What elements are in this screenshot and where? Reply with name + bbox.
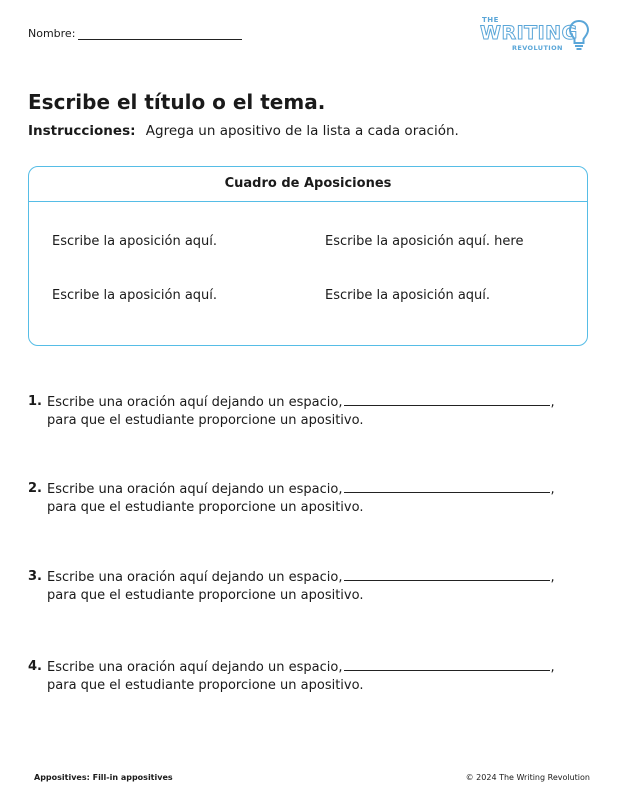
sentence-text-2: para que el estudiante proporcione un apositivo. bbox=[47, 678, 364, 693]
instructions-text: Agrega un apositivo de la lista a cada oración. bbox=[145, 123, 459, 139]
instructions bbox=[28, 123, 459, 139]
appositive-item: Escribe la aposición aquí. bbox=[325, 288, 491, 303]
appositive-item: Escribe la aposición aquí. bbox=[52, 234, 218, 249]
sentence-text: Escribe una oración aquí dejando un espacio, bbox=[47, 570, 343, 585]
name-row bbox=[28, 27, 242, 40]
name-field-line[interactable] bbox=[78, 27, 242, 40]
appositive-box-heading: Cuadro de Aposiciones bbox=[29, 167, 587, 202]
sentence-number: 1. bbox=[28, 394, 42, 409]
writing-revolution-logo bbox=[480, 17, 592, 55]
lightbulb-icon bbox=[568, 19, 590, 53]
appositive-item: Escribe la aposición aquí. bbox=[52, 288, 218, 303]
footer-right: © 2024 The Writing Revolution bbox=[465, 773, 590, 782]
sentence-text: Escribe una oración aquí dejando un espacio, bbox=[47, 482, 343, 497]
appositive-box bbox=[28, 166, 588, 346]
sentence-text: Escribe una oración aquí dejando un espacio, bbox=[47, 660, 343, 675]
footer-left: Appositives: Fill-in appositives bbox=[34, 773, 173, 782]
instructions-label: Instrucciones: bbox=[28, 123, 136, 139]
sentence-number: 3. bbox=[28, 569, 42, 584]
sentence-text-2: para que el estudiante proporcione un apositivo. bbox=[47, 588, 364, 603]
answer-blank[interactable] bbox=[344, 657, 550, 671]
answer-blank[interactable] bbox=[344, 392, 550, 406]
sentence-number: 4. bbox=[28, 659, 42, 674]
logo-the: THE bbox=[482, 16, 499, 24]
name-label: Nombre: bbox=[28, 27, 76, 40]
logo-revolution: REVOLUTION bbox=[512, 44, 563, 52]
sentence-number: 2. bbox=[28, 481, 42, 496]
sentence-text: Escribe una oración aquí dejando un espacio, bbox=[47, 395, 343, 410]
answer-blank[interactable] bbox=[344, 479, 550, 493]
logo-writing: WRITING bbox=[480, 22, 578, 44]
appositive-item: Escribe la aposición aquí. here bbox=[325, 234, 524, 249]
sentence-text-2: para que el estudiante proporcione un apositivo. bbox=[47, 500, 364, 515]
answer-blank[interactable] bbox=[344, 567, 550, 581]
page-title: Escribe el título o el tema. bbox=[28, 90, 326, 114]
sentence-text-2: para que el estudiante proporcione un apositivo. bbox=[47, 413, 364, 428]
